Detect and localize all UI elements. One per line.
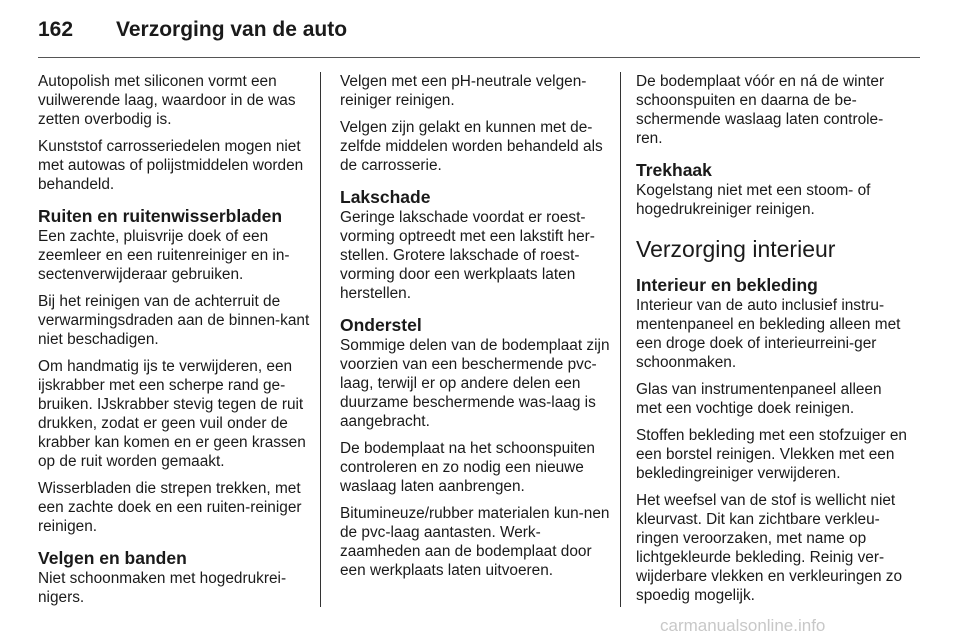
subsection-heading: Ruiten en ruitenwisserbladen xyxy=(38,206,283,226)
paragraph: Een zachte, pluisvrije doek of een zeemleer en een ruitenreiniger en in-sectenverwijderaar gebruiken. xyxy=(38,228,290,283)
chapter-title: Verzorging van de auto xyxy=(116,18,348,41)
paragraph: Stoffen bekleding met een stofzuiger en een borstel reinigen. Vlekken met een bekledingreiniger verwijderen. xyxy=(636,427,907,482)
watermark: carmanualsonline.info xyxy=(660,616,826,635)
paragraph: Autopolish met siliconen vormt een vuilwerende laag, waardoor in de was zetten overbodig is. xyxy=(38,73,296,128)
paragraph: Glas van instrumentenpaneel alleen met een vochtige doek reinigen. xyxy=(636,381,882,417)
page-number: 162 xyxy=(38,18,74,41)
text-column-2 xyxy=(340,72,612,588)
subsection-heading: Lakschade xyxy=(340,187,431,207)
paragraph: Het weefsel van de stof is wellicht niet kleurvast. Dit kan zichtbare verkleu-ringen veroorzaken, met name op lichtgekleurde bekleding. Reinig ver-wijderbare vlekken en verkleuringen zo spoedig mogelijk. xyxy=(636,492,903,604)
text-column-3 xyxy=(636,72,908,613)
page-header xyxy=(0,0,960,60)
paragraph: De bodemplaat vóór en ná de winter schoonspuiten en daarna de be-schermende waslaag laten controle-ren. xyxy=(636,73,885,147)
paragraph: Om handmatig ijs te verwijderen, een ijskrabber met een scherpe rand ge-bruiken. IJskrabber stevig tegen de ruit drukken, zodat er geen vuil onder de krabber kan komen en er geen krassen op de ruit worden gemaakt. xyxy=(38,358,306,470)
paragraph: Bitumineuze/rubber materialen kun-nen de pvc-laag aantasten. Werk-zaamheden aan de bodemplaat door een werkplaats laten uitvoeren. xyxy=(340,505,610,579)
text-column-1 xyxy=(38,72,310,615)
paragraph: Sommige delen van de bodemplaat zijn voorzien van een beschermende pvc-laag, terwijl er op andere delen een duurzame beschermende was-laag is aangebracht. xyxy=(340,337,610,430)
paragraph: Velgen met een pH-neutrale velgen-reiniger reinigen. xyxy=(340,73,587,109)
paragraph: Niet schoonmaken met hogedrukrei-nigers. xyxy=(38,570,287,606)
paragraph: De bodemplaat na het schoonspuiten controleren en zo nodig een nieuwe waslaag laten aanbrengen. xyxy=(340,440,595,495)
paragraph: Wisserbladen die strepen trekken, met een zachte doek en een ruiten-reiniger reinigen. xyxy=(38,480,302,535)
paragraph: Interieur van de auto inclusief instru-mentenpaneel en bekleding alleen met een droge doek of interieurreini-ger schoonmaken. xyxy=(636,297,901,371)
subsection-heading: Onderstel xyxy=(340,315,422,335)
paragraph: Kogelstang niet met een stoom- of hogedrukreiniger reinigen. xyxy=(636,182,871,218)
section-heading: Verzorging interieur xyxy=(636,236,836,262)
subsection-heading: Velgen en banden xyxy=(38,548,187,568)
paragraph: Velgen zijn gelakt en kunnen met de-zelfde middelen worden behandeld als de carrosserie. xyxy=(340,119,603,174)
column-divider-1 xyxy=(320,72,321,607)
paragraph: Bij het reinigen van de achterruit de verwarmingsdraden aan de binnen-kant niet beschadigen. xyxy=(38,293,310,348)
column-divider-2 xyxy=(620,72,621,607)
paragraph: Geringe lakschade voordat er roest-vorming optreedt met een lakstift her-stellen. Grotere lakschade of roest-vorming door een werkplaats laten herstellen. xyxy=(340,209,595,302)
subsection-heading: Trekhaak xyxy=(636,160,712,180)
subsection-heading: Interieur en bekleding xyxy=(636,275,818,295)
header-rule xyxy=(38,57,920,58)
paragraph: Kunststof carrosseriedelen mogen niet met autowas of polijstmiddelen worden behandeld. xyxy=(38,138,304,193)
